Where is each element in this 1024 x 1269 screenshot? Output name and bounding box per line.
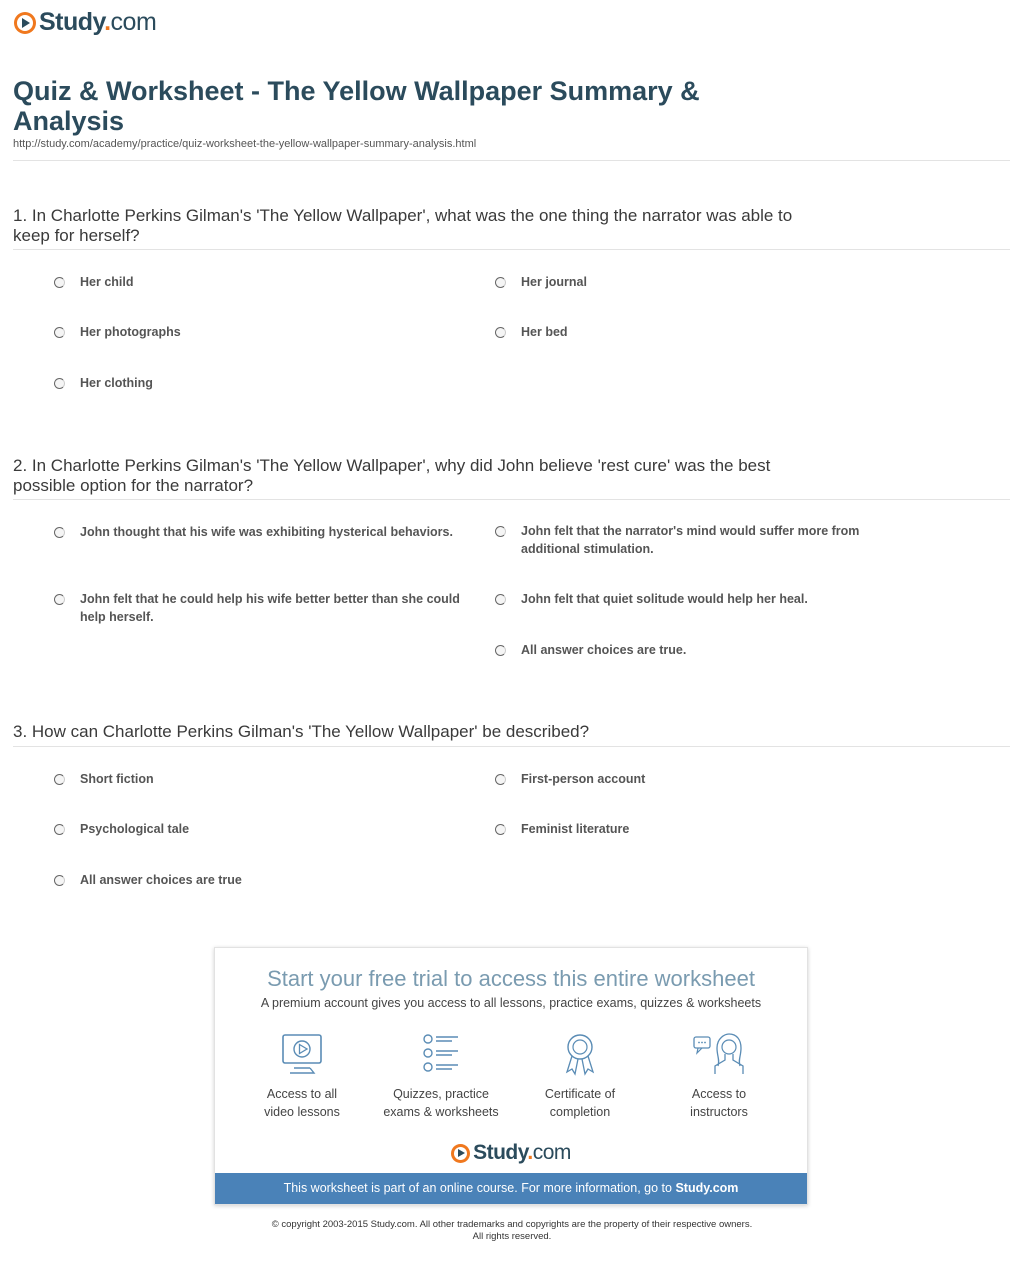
divider	[13, 746, 1010, 747]
question-3-text: 3. How can Charlotte Perkins Gilman's 'The Yellow Wallpaper' be described?	[13, 722, 590, 741]
radio-button[interactable]	[495, 327, 506, 338]
answer-option[interactable]: Her child	[54, 273, 134, 291]
answer-option[interactable]: John thought that his wife was exhibiting hysterical behaviors.	[54, 523, 484, 541]
certificate-icon	[557, 1032, 603, 1076]
play-logo-icon	[451, 1144, 470, 1163]
logo-wordmark: Study.com	[39, 8, 157, 36]
answer-option[interactable]: All answer choices are true.	[495, 641, 686, 659]
answer-option[interactable]: First-person account	[495, 770, 645, 788]
page-title: Quiz & Worksheet - The Yellow Wallpaper Summary & Analysis	[13, 76, 700, 136]
answer-option[interactable]: Her clothing	[54, 374, 153, 392]
answer-option[interactable]: Short fiction	[54, 770, 154, 788]
radio-button[interactable]	[495, 824, 506, 835]
instructor-icon	[691, 1032, 747, 1076]
quiz-list-icon	[418, 1032, 464, 1076]
feature-instructors: Access to instructors	[644, 1032, 794, 1121]
radio-button[interactable]	[495, 594, 506, 605]
radio-button[interactable]	[54, 378, 65, 389]
page-url: http://study.com/academy/practice/quiz-worksheet-the-yellow-wallpaper-summary-analysis.html	[13, 138, 477, 150]
study-logo[interactable]	[14, 8, 156, 37]
divider	[13, 499, 1010, 500]
answer-option[interactable]: Her photographs	[54, 323, 181, 341]
answer-option[interactable]: Her bed	[495, 323, 568, 341]
logo-wordmark: Study.com	[473, 1141, 571, 1164]
radio-button[interactable]	[54, 824, 65, 835]
promo-subline: A premium account gives you access to all lessons, practice exams, quizzes & worksheets	[260, 996, 762, 1010]
answer-option[interactable]: John felt that he could help his wife better better than she could help herself.	[54, 590, 484, 626]
play-logo-icon	[14, 12, 36, 34]
promo-footer-bar: This worksheet is part of an online course. For more information, go to Study.com	[215, 1173, 807, 1204]
feature-video-lessons: Access to all video lessons	[227, 1032, 377, 1121]
radio-button[interactable]	[54, 277, 65, 288]
radio-button[interactable]	[54, 875, 65, 886]
question-2-text: 2. In Charlotte Perkins Gilman's 'The Yellow Wallpaper', why did John believe 'rest cure' was the best possible option for the narrator?	[13, 456, 771, 495]
radio-button[interactable]	[495, 774, 506, 785]
radio-button[interactable]	[54, 774, 65, 785]
answer-option[interactable]: John felt that quiet solitude would help her heal.	[495, 590, 895, 608]
study-link[interactable]: Study.com	[675, 1181, 739, 1195]
question-1-text: 1. In Charlotte Perkins Gilman's 'The Yellow Wallpaper', what was the one thing the narrator was able to keep for herself?	[13, 206, 793, 245]
copyright-notice: © copyright 2003-2015 Study.com. All other trademarks and copyrights are the property of their respective owners. All rights reserved.	[271, 1219, 753, 1242]
free-trial-promo[interactable]	[214, 947, 808, 1205]
answer-option[interactable]: Psychological tale	[54, 820, 189, 838]
radio-button[interactable]	[54, 327, 65, 338]
promo-headline[interactable]: Start your free trial to access this entire worksheet	[267, 966, 755, 991]
promo-study-logo[interactable]	[215, 1141, 807, 1165]
feature-certificate: Certificate of completion	[505, 1032, 655, 1121]
divider	[13, 249, 1010, 250]
answer-option[interactable]: Feminist literature	[495, 820, 629, 838]
radio-button[interactable]	[495, 645, 506, 656]
radio-button[interactable]	[495, 526, 506, 537]
radio-button[interactable]	[495, 277, 506, 288]
answer-option[interactable]: John felt that the narrator's mind would suffer more from additional stimulation.	[495, 522, 895, 558]
video-lesson-icon	[279, 1032, 325, 1076]
feature-quizzes: Quizzes, practice exams & worksheets	[366, 1032, 516, 1121]
radio-button[interactable]	[54, 594, 65, 605]
answer-option[interactable]: Her journal	[495, 273, 587, 291]
divider	[13, 160, 1010, 161]
answer-option[interactable]: All answer choices are true	[54, 871, 242, 889]
radio-button[interactable]	[54, 527, 65, 538]
